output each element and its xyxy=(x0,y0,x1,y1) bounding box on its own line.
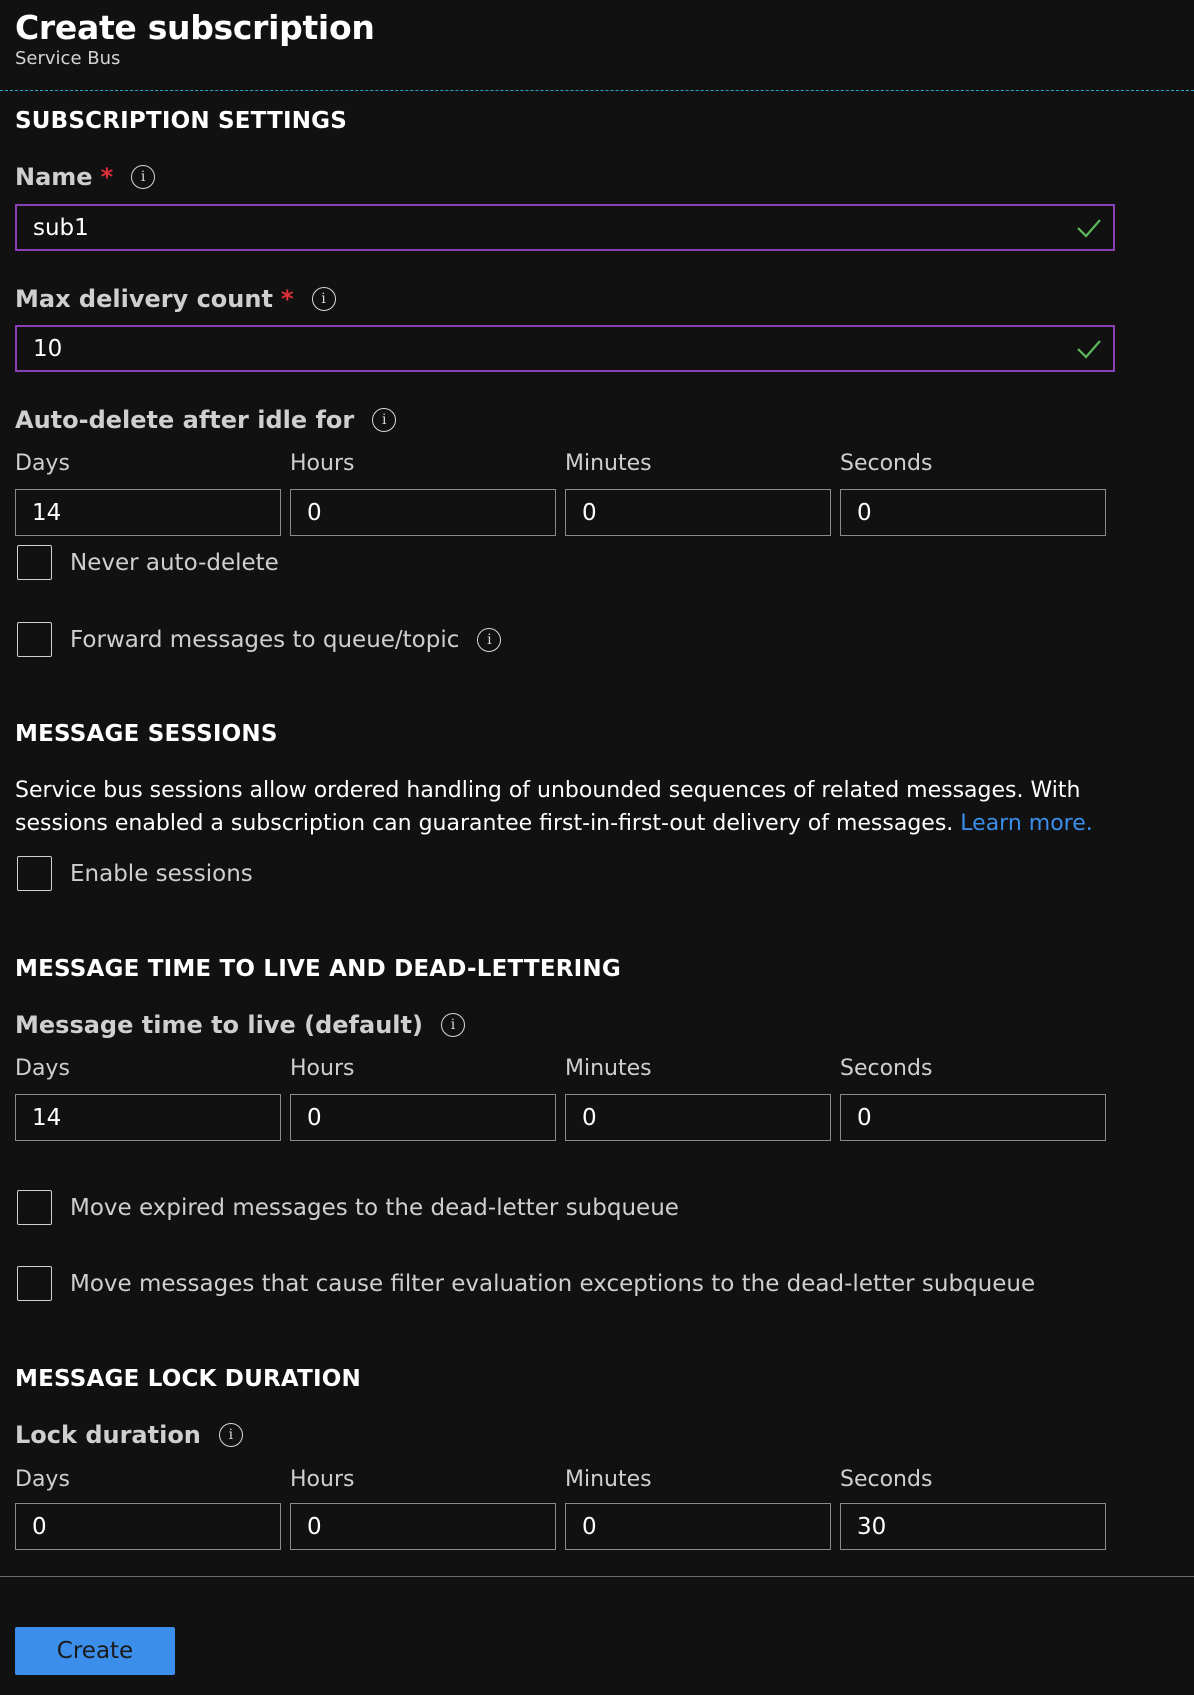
lock-seconds-label: Seconds xyxy=(840,1467,933,1492)
lock-days-label: Days xyxy=(15,1467,70,1492)
name-label xyxy=(15,163,155,191)
ttl-label xyxy=(15,1011,465,1039)
lock-minutes-label: Minutes xyxy=(565,1467,652,1492)
ttl-days-input[interactable] xyxy=(15,1094,281,1141)
auto-delete-minutes-value: 0 xyxy=(582,499,597,526)
auto-delete-seconds-input[interactable] xyxy=(840,489,1106,536)
info-icon[interactable]: i xyxy=(372,408,396,432)
max-delivery-label xyxy=(15,285,336,313)
auto-delete-hours-label: Hours xyxy=(290,451,355,476)
ttl-hours-label: Hours xyxy=(290,1056,355,1081)
page-title: Create subscription xyxy=(15,8,375,47)
lock-seconds-input[interactable] xyxy=(840,1503,1106,1550)
auto-delete-hours-value: 0 xyxy=(307,499,322,526)
ttl-minutes-value: 0 xyxy=(582,1104,597,1131)
ttl-hours-value: 0 xyxy=(307,1104,322,1131)
dead-letter-expired-checkbox[interactable] xyxy=(17,1190,52,1225)
info-icon[interactable]: i xyxy=(312,287,336,311)
auto-delete-days-value: 14 xyxy=(32,499,62,526)
ttl-days-value: 14 xyxy=(32,1104,62,1131)
never-auto-delete-checkbox[interactable] xyxy=(17,545,52,580)
auto-delete-minutes-label: Minutes xyxy=(565,451,652,476)
lock-seconds-value: 30 xyxy=(857,1513,887,1540)
forward-messages-checkbox[interactable] xyxy=(17,622,52,657)
ttl-days-label: Days xyxy=(15,1056,70,1081)
info-icon[interactable]: i xyxy=(131,165,155,189)
name-input-value: sub1 xyxy=(33,214,89,241)
lock-hours-input[interactable] xyxy=(290,1503,556,1550)
checkmark-icon xyxy=(1075,335,1103,363)
never-auto-delete-label: Never auto-delete xyxy=(70,549,279,576)
footer-divider xyxy=(0,1576,1194,1577)
ttl-seconds-label: Seconds xyxy=(840,1056,933,1081)
ttl-minutes-label: Minutes xyxy=(565,1056,652,1081)
max-delivery-label-text: Max delivery count xyxy=(15,285,273,313)
lock-minutes-input[interactable] xyxy=(565,1503,831,1550)
name-input[interactable] xyxy=(15,204,1115,251)
info-icon[interactable]: i xyxy=(441,1013,465,1037)
lock-hours-value: 0 xyxy=(307,1513,322,1540)
subscription-settings-heading: SUBSCRIPTION SETTINGS xyxy=(15,108,348,134)
sessions-description xyxy=(15,774,1115,840)
lock-minutes-value: 0 xyxy=(582,1513,597,1540)
enable-sessions-label: Enable sessions xyxy=(70,860,253,887)
auto-delete-seconds-label: Seconds xyxy=(840,451,933,476)
ttl-seconds-input[interactable] xyxy=(840,1094,1106,1141)
dead-letter-filter-checkbox[interactable] xyxy=(17,1266,52,1301)
dead-letter-expired-row[interactable] xyxy=(17,1190,679,1225)
lock-days-input[interactable] xyxy=(15,1503,281,1550)
page-subtitle: Service Bus xyxy=(15,47,121,69)
ttl-heading: MESSAGE TIME TO LIVE AND DEAD-LETTERING xyxy=(15,956,621,982)
required-marker: * xyxy=(280,285,294,313)
ttl-minutes-input[interactable] xyxy=(565,1094,831,1141)
dead-letter-expired-label: Move expired messages to the dead-letter subqueue xyxy=(70,1194,679,1221)
info-icon[interactable]: i xyxy=(219,1423,243,1447)
enable-sessions-row[interactable] xyxy=(17,856,253,891)
auto-delete-days-label: Days xyxy=(15,451,70,476)
ttl-hours-input[interactable] xyxy=(290,1094,556,1141)
message-sessions-heading: MESSAGE SESSIONS xyxy=(15,721,278,747)
max-delivery-input-value: 10 xyxy=(33,335,63,362)
lock-hours-label: Hours xyxy=(290,1467,355,1492)
sessions-description-text: Service bus sessions allow ordered handling of unbounded sequences of related messages. With sessions enabled a subscription can guarantee first-in-first-out delivery of messages. xyxy=(15,778,1081,836)
enable-sessions-checkbox[interactable] xyxy=(17,856,52,891)
learn-more-link[interactable]: Learn more. xyxy=(960,811,1093,836)
ttl-seconds-value: 0 xyxy=(857,1104,872,1131)
never-auto-delete-row[interactable] xyxy=(17,545,279,580)
dead-letter-filter-label: Move messages that cause filter evaluation exceptions to the dead-letter subqueue xyxy=(70,1270,1036,1297)
auto-delete-seconds-value: 0 xyxy=(857,499,872,526)
checkmark-icon xyxy=(1075,214,1103,242)
auto-delete-days-input[interactable] xyxy=(15,489,281,536)
lock-days-value: 0 xyxy=(32,1513,47,1540)
info-icon[interactable]: i xyxy=(477,628,501,652)
dead-letter-filter-row[interactable] xyxy=(17,1266,1035,1301)
lock-duration-label-text: Lock duration xyxy=(15,1421,201,1449)
ttl-label-text: Message time to live (default) xyxy=(15,1011,423,1039)
required-marker: * xyxy=(100,163,114,191)
create-button[interactable]: Create xyxy=(15,1627,175,1675)
lock-duration-heading: MESSAGE LOCK DURATION xyxy=(15,1366,361,1392)
name-label-text: Name xyxy=(15,163,93,191)
auto-delete-label-text: Auto-delete after idle for xyxy=(15,406,355,434)
header-divider xyxy=(0,90,1194,91)
lock-duration-label xyxy=(15,1421,243,1449)
auto-delete-label xyxy=(15,406,396,434)
forward-messages-row[interactable] xyxy=(17,622,501,657)
max-delivery-input[interactable] xyxy=(15,325,1115,372)
forward-messages-label: Forward messages to queue/topic xyxy=(70,626,460,653)
auto-delete-hours-input[interactable] xyxy=(290,489,556,536)
auto-delete-minutes-input[interactable] xyxy=(565,489,831,536)
panel-header xyxy=(15,8,375,69)
